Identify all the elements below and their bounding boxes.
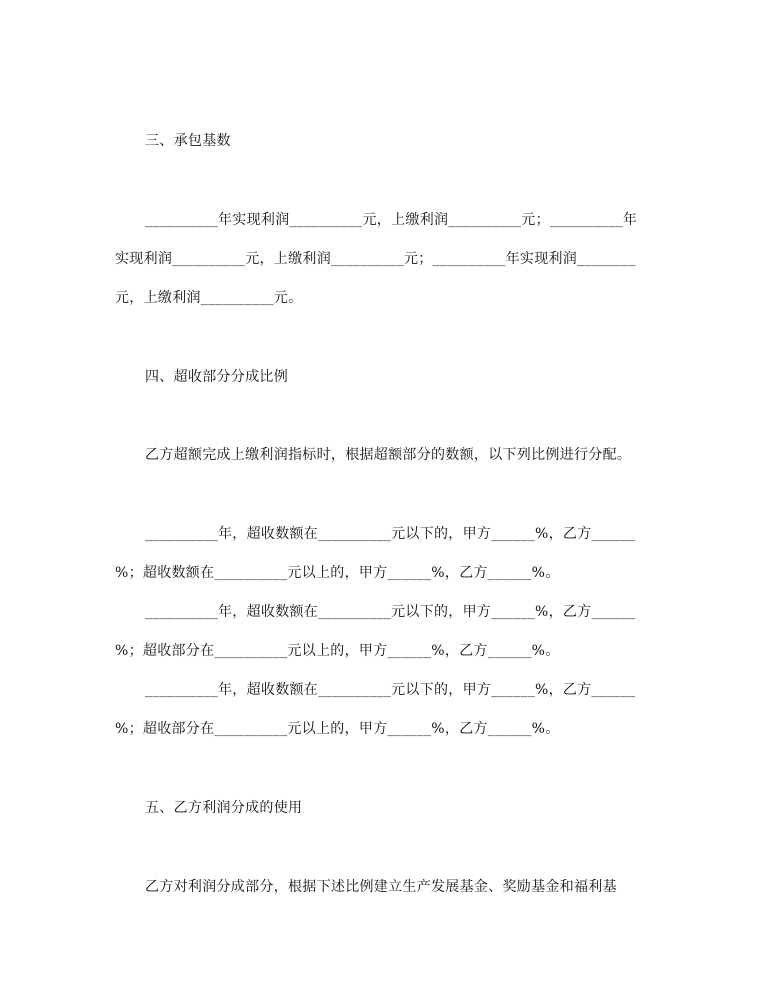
section-heading-5: 五、乙方利润分成的使用	[145, 800, 303, 816]
section-heading-3: 三、承包基数	[145, 133, 231, 149]
paragraph-line: 实现利润__________元，上缴利润__________元；__________年实现利润________	[115, 251, 636, 267]
paragraph-line: __________年，超收数额在__________元以下的，甲方______%，乙方______	[145, 604, 636, 620]
paragraph-line: __________年，超收数额在__________元以下的，甲方______%，乙方______	[145, 526, 636, 542]
paragraph-line: __________年实现利润__________元，上缴利润__________元；__________年	[145, 212, 638, 228]
section-heading-4: 四、超收部分分成比例	[145, 369, 288, 385]
paragraph-line: 元，上缴利润__________元。	[115, 290, 303, 306]
paragraph-line: 乙方超额完成上缴利润指标时，根据超额部分的数额，以下列比例进行分配。	[145, 447, 632, 463]
paragraph-line: __________年，超收数额在__________元以下的，甲方______%，乙方______	[145, 682, 636, 698]
paragraph-line: %；超收数额在__________元以上的，甲方______%，乙方______%。	[115, 565, 560, 581]
paragraph-line: %；超收部分在__________元以上的，甲方______%，乙方______%。	[115, 643, 560, 659]
paragraph-line: %；超收部分在__________元以上的，甲方______%，乙方______%。	[115, 721, 560, 737]
paragraph-line: 乙方对利润分成部分，根据下述比例建立生产发展基金、奖励基金和福利基	[145, 879, 617, 895]
